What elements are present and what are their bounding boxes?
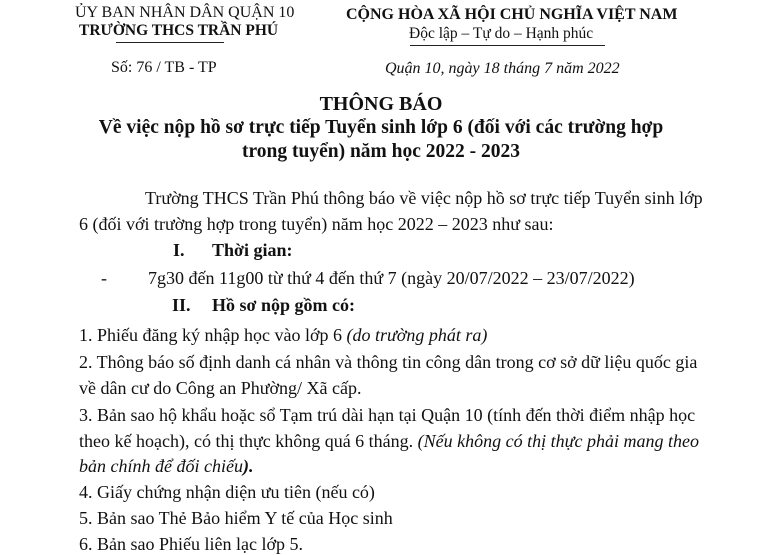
- list-item-3-line3-end: ).: [242, 456, 254, 476]
- list-item-3-line2-text: theo kế hoạch), có thị thực không quá 6 tháng.: [79, 431, 418, 451]
- list-item-4: 4. Giấy chứng nhận diện ưu tiên (nếu có): [79, 482, 375, 502]
- section1-number: I.: [173, 240, 185, 260]
- list-item-1-text: 1. Phiếu đăng ký nhập học vào lớp 6: [79, 325, 347, 345]
- national-title: CỘNG HÒA XÃ HỘI CHỦ NGHĨA VIỆT NAM: [346, 6, 678, 23]
- section1-time: 7g30 đến 11g00 từ thứ 4 đến thứ 7 (ngày 20/07/2022 – 23/07/2022): [148, 268, 635, 288]
- list-item-3-line2-note: (Nếu không có thị thực phải mang theo: [417, 431, 699, 451]
- motto-underline: [410, 45, 605, 46]
- document-title: THÔNG BÁO: [319, 93, 443, 115]
- document-date: Quận 10, ngày 18 tháng 7 năm 2022: [385, 60, 620, 77]
- list-item-1-note: (do trường phát ra): [346, 325, 488, 345]
- list-item-2-line2: về dân cư do Công an Phường/ Xã cấp.: [79, 378, 362, 398]
- list-item-2-line1: 2. Thông báo số định danh cá nhân và thông tin công dân trong cơ sở dữ liệu quốc gia: [79, 352, 698, 372]
- issuing-authority: ỦY BAN NHÂN DÂN QUẬN 10: [75, 4, 295, 21]
- section2-number: II.: [172, 295, 191, 315]
- list-item-3-line3-note: bản chính để đối chiếu: [79, 456, 243, 476]
- intro-paragraph-line2: 6 (đối với trường hợp trong tuyển) năm học 2022 – 2023 như sau:: [79, 214, 554, 234]
- school-name: TRƯỜNG THCS TRẦN PHÚ: [79, 22, 279, 39]
- list-item-6: 6. Bản sao Phiếu liên lạc lớp 5.: [79, 534, 303, 554]
- list-item-1: [79, 325, 487, 346]
- section2-title: Hồ sơ nộp gồm có:: [212, 295, 355, 315]
- section1-bullet: -: [101, 268, 107, 288]
- section1-title: Thời gian:: [212, 240, 293, 260]
- school-name-underline: [116, 42, 224, 43]
- document-subject-line1: Về việc nộp hồ sơ trực tiếp Tuyển sinh lớp 6 (đối với các trường hợp: [98, 117, 664, 138]
- list-item-3-line3: [79, 456, 253, 477]
- list-item-5: 5. Bản sao Thẻ Bảo hiểm Y tế của Học sinh: [79, 508, 393, 528]
- document-subject-line2: trong tuyển) năm học 2022 - 2023: [241, 141, 521, 162]
- intro-paragraph-line1: Trường THCS Trần Phú thông báo về việc nộp hồ sơ trực tiếp Tuyển sinh lớp: [145, 188, 703, 208]
- list-item-3-line2: [79, 431, 699, 452]
- national-motto: Độc lập – Tự do – Hạnh phúc: [409, 25, 594, 42]
- document-reference: Số: 76 / TB - TP: [111, 59, 217, 76]
- list-item-3-line1: 3. Bản sao hộ khẩu hoặc sổ Tạm trú dài hạn tại Quận 10 (tính đến thời điểm nhập học: [79, 405, 696, 425]
